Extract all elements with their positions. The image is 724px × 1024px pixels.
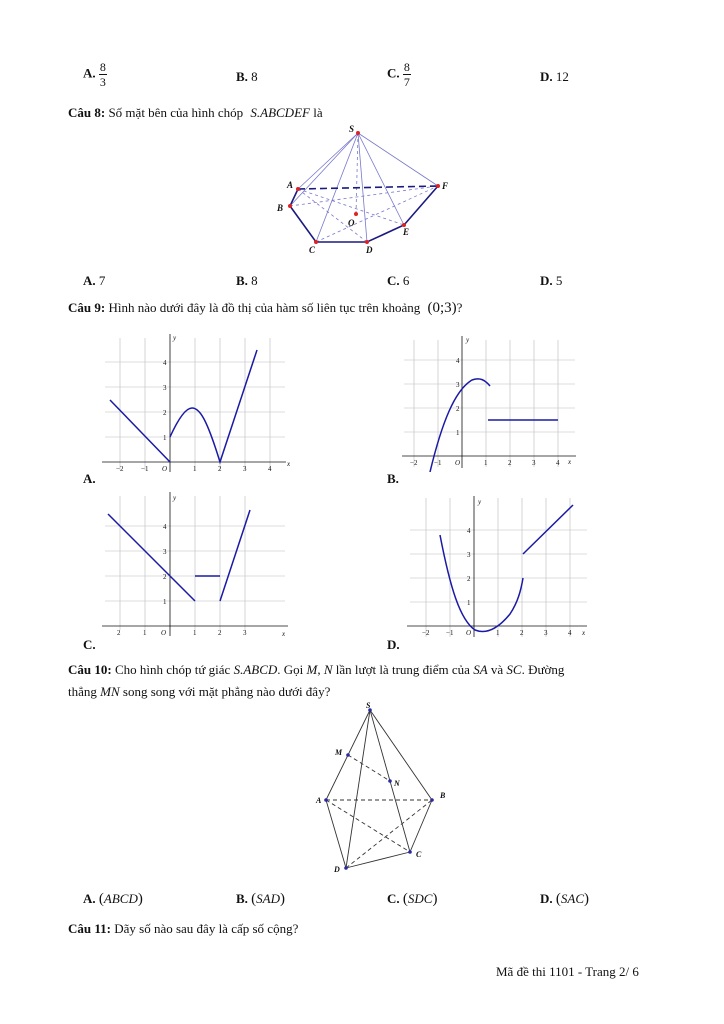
- x-axis-label: x: [282, 630, 286, 638]
- label-S: S: [349, 124, 355, 134]
- svg-text:3: 3: [544, 629, 548, 637]
- numerator: 8: [99, 60, 106, 74]
- x-axis-label: x: [582, 629, 586, 637]
- option-value: 12: [555, 69, 569, 84]
- y-axis-label: y: [173, 334, 177, 342]
- label-O: O: [348, 218, 355, 228]
- svg-text:−2: −2: [422, 629, 430, 637]
- axes: [402, 336, 576, 468]
- quadrilateral-pyramid-figure: [312, 700, 462, 880]
- label-S: S: [366, 701, 371, 710]
- grid: [105, 496, 285, 630]
- origin-label: O: [161, 629, 167, 637]
- option-value: 5: [555, 273, 563, 288]
- svg-text:3: 3: [532, 459, 536, 467]
- q8-option-d: [540, 273, 562, 289]
- svg-text:2: 2: [218, 465, 222, 473]
- q10-stem-line2: [68, 684, 330, 700]
- question-tail: là: [313, 105, 323, 120]
- option-value: 6: [402, 273, 410, 288]
- question-text: Dãy số nào sau đây là cấp số cộng?: [114, 921, 299, 936]
- q7-option-b: [236, 69, 258, 85]
- graph-d-letter: D.: [387, 637, 400, 652]
- label-E: E: [403, 227, 410, 237]
- y-axis-label: y: [478, 498, 482, 506]
- graph-a-letter: A.: [83, 471, 96, 486]
- grid: [105, 338, 285, 470]
- denominator: 3: [99, 75, 106, 89]
- option-letter: C.: [387, 891, 400, 906]
- question-label: Câu 10:: [68, 662, 112, 677]
- numerator: 8: [403, 60, 410, 74]
- label-C: C: [416, 850, 422, 859]
- svg-text:3: 3: [243, 629, 247, 637]
- math: N: [323, 662, 333, 677]
- option-value: SAD: [256, 891, 281, 906]
- svg-text:4: 4: [556, 459, 560, 467]
- svg-text:1: 1: [143, 629, 147, 637]
- svg-text:3: 3: [467, 551, 471, 559]
- option-letter: A.: [83, 891, 96, 906]
- math: M: [306, 662, 318, 677]
- math: MN: [100, 684, 120, 699]
- svg-text:1: 1: [193, 465, 197, 473]
- fraction: [99, 60, 107, 89]
- question-label: Câu 8:: [68, 105, 106, 120]
- math-interval: (0;3): [427, 300, 457, 316]
- axes: [102, 334, 286, 472]
- svg-text:2: 2: [508, 459, 512, 467]
- svg-text:1: 1: [193, 629, 197, 637]
- svg-text:4: 4: [163, 359, 167, 367]
- svg-text:1: 1: [467, 599, 471, 607]
- function-curve: [430, 379, 558, 472]
- text: Cho hình chóp tứ giác: [114, 662, 231, 677]
- option-letter: D.: [540, 69, 553, 84]
- option-value: 8: [251, 273, 258, 288]
- svg-text:−2: −2: [116, 465, 124, 473]
- option-letter: D.: [540, 273, 553, 288]
- q8-option-b: [236, 273, 258, 289]
- q10-stem-line1: [68, 662, 658, 678]
- tick-labels: [410, 357, 560, 467]
- svg-text:2: 2: [218, 629, 222, 637]
- grid: [404, 340, 575, 467]
- label-A: A: [316, 796, 322, 805]
- svg-text:−1: −1: [141, 465, 149, 473]
- question-label: Câu 9:: [68, 300, 106, 315]
- svg-text:4: 4: [467, 527, 471, 535]
- question-text: Số mặt bên của hình chóp: [108, 105, 244, 120]
- origin-label: O: [162, 465, 168, 473]
- function-curve: [440, 505, 573, 631]
- graph-c-letter: C.: [83, 637, 96, 652]
- text: song song với mặt phẳng nào dưới đây?: [122, 684, 331, 699]
- text: . Gọi: [277, 662, 304, 677]
- fraction: [403, 60, 411, 89]
- svg-text:4: 4: [268, 465, 272, 473]
- graph-d: [405, 492, 590, 640]
- svg-text:3: 3: [456, 381, 460, 389]
- y-axis-label: y: [466, 336, 470, 344]
- svg-text:−1: −1: [434, 459, 442, 467]
- text: ,: [317, 662, 321, 677]
- label-B: B: [277, 203, 284, 213]
- question-label: Câu 11:: [68, 921, 111, 936]
- svg-text:4: 4: [568, 629, 572, 637]
- graph-b: [400, 332, 582, 472]
- label-B: B: [440, 791, 446, 800]
- q10-option-a: A. (ABCD): [83, 891, 143, 907]
- svg-text:3: 3: [163, 548, 167, 556]
- q7-option-c: [387, 60, 411, 89]
- svg-text:1: 1: [163, 434, 167, 442]
- svg-text:1: 1: [456, 429, 460, 437]
- math-pyramid: S.ABCDEF: [250, 105, 310, 120]
- y-axis-label: y: [173, 494, 177, 502]
- text: lần lượt là trung điểm của: [335, 662, 470, 677]
- option-value: SDC: [407, 891, 433, 906]
- label-C: C: [309, 245, 316, 255]
- x-axis-label: x: [568, 458, 572, 466]
- graph-a: [100, 330, 290, 475]
- svg-text:3: 3: [163, 384, 167, 392]
- svg-text:4: 4: [163, 523, 167, 531]
- page-footer: Mã đề thi 1101 - Trang 2/ 6: [496, 964, 639, 979]
- question-text: Hình nào dưới đây là đồ thị của hàm số liên tục trên khoảng: [108, 300, 421, 315]
- text: thẳng: [68, 684, 97, 699]
- svg-text:2: 2: [163, 573, 167, 581]
- label-D: D: [366, 245, 373, 255]
- option-value: SAC: [560, 891, 585, 906]
- question-tail: ?: [456, 300, 463, 315]
- svg-text:2: 2: [520, 629, 524, 637]
- q11-stem: [68, 921, 298, 937]
- svg-text:3: 3: [243, 465, 247, 473]
- svg-text:2: 2: [456, 405, 460, 413]
- label-D: D: [334, 865, 340, 874]
- pyramid-edges: [326, 710, 432, 868]
- q8-option-a: [83, 273, 105, 289]
- option-letter: C.: [387, 65, 400, 81]
- q10-option-c: C. (SDC): [387, 891, 438, 907]
- svg-text:2: 2: [117, 629, 121, 637]
- tick-labels: [422, 527, 572, 637]
- label-N: N: [394, 779, 400, 788]
- q9-stem: [68, 300, 462, 317]
- graph-c: [100, 490, 292, 640]
- text: . Đường: [521, 662, 565, 677]
- origin-label: O: [455, 459, 461, 467]
- svg-text:1: 1: [496, 629, 500, 637]
- math: S.ABCD: [233, 662, 278, 677]
- text: và: [490, 662, 504, 677]
- svg-text:2: 2: [163, 409, 167, 417]
- q7-option-a: [83, 60, 107, 89]
- q7-option-d: [540, 69, 569, 85]
- pyramid-base: [290, 186, 438, 242]
- svg-text:−2: −2: [410, 459, 418, 467]
- math: SA: [473, 662, 488, 677]
- pyramid-vertices: [324, 708, 434, 870]
- svg-text:1: 1: [163, 598, 167, 606]
- q8-stem: [68, 105, 323, 121]
- option-letter: A.: [83, 65, 96, 81]
- option-letter: D.: [540, 891, 553, 906]
- q10-option-b: B. (SAD): [236, 891, 286, 907]
- denominator: 7: [403, 75, 410, 89]
- option-letter: B.: [236, 273, 248, 288]
- svg-text:4: 4: [456, 357, 460, 365]
- option-letter: C.: [387, 273, 400, 288]
- math: SC: [506, 662, 522, 677]
- option-letter: B.: [236, 69, 248, 84]
- svg-text:2: 2: [467, 575, 471, 583]
- option-value: 7: [98, 273, 106, 288]
- hexagonal-pyramid-figure: [272, 122, 462, 262]
- function-curve: [108, 510, 250, 601]
- label-F: F: [442, 181, 449, 191]
- x-axis-label: x: [287, 460, 290, 468]
- option-value: ABCD: [103, 891, 138, 906]
- svg-text:−1: −1: [446, 629, 454, 637]
- label-M: M: [335, 748, 343, 757]
- option-letter: A.: [83, 273, 96, 288]
- grid: [410, 498, 587, 637]
- q10-option-d: D. (SAC): [540, 891, 590, 907]
- svg-text:1: 1: [484, 459, 488, 467]
- origin-label: O: [466, 629, 472, 637]
- option-value: 8: [251, 69, 258, 84]
- q8-option-c: [387, 273, 409, 289]
- option-letter: B.: [236, 891, 248, 906]
- function-curve: [110, 350, 257, 462]
- graph-b-letter: B.: [387, 471, 399, 486]
- label-A: A: [287, 180, 294, 190]
